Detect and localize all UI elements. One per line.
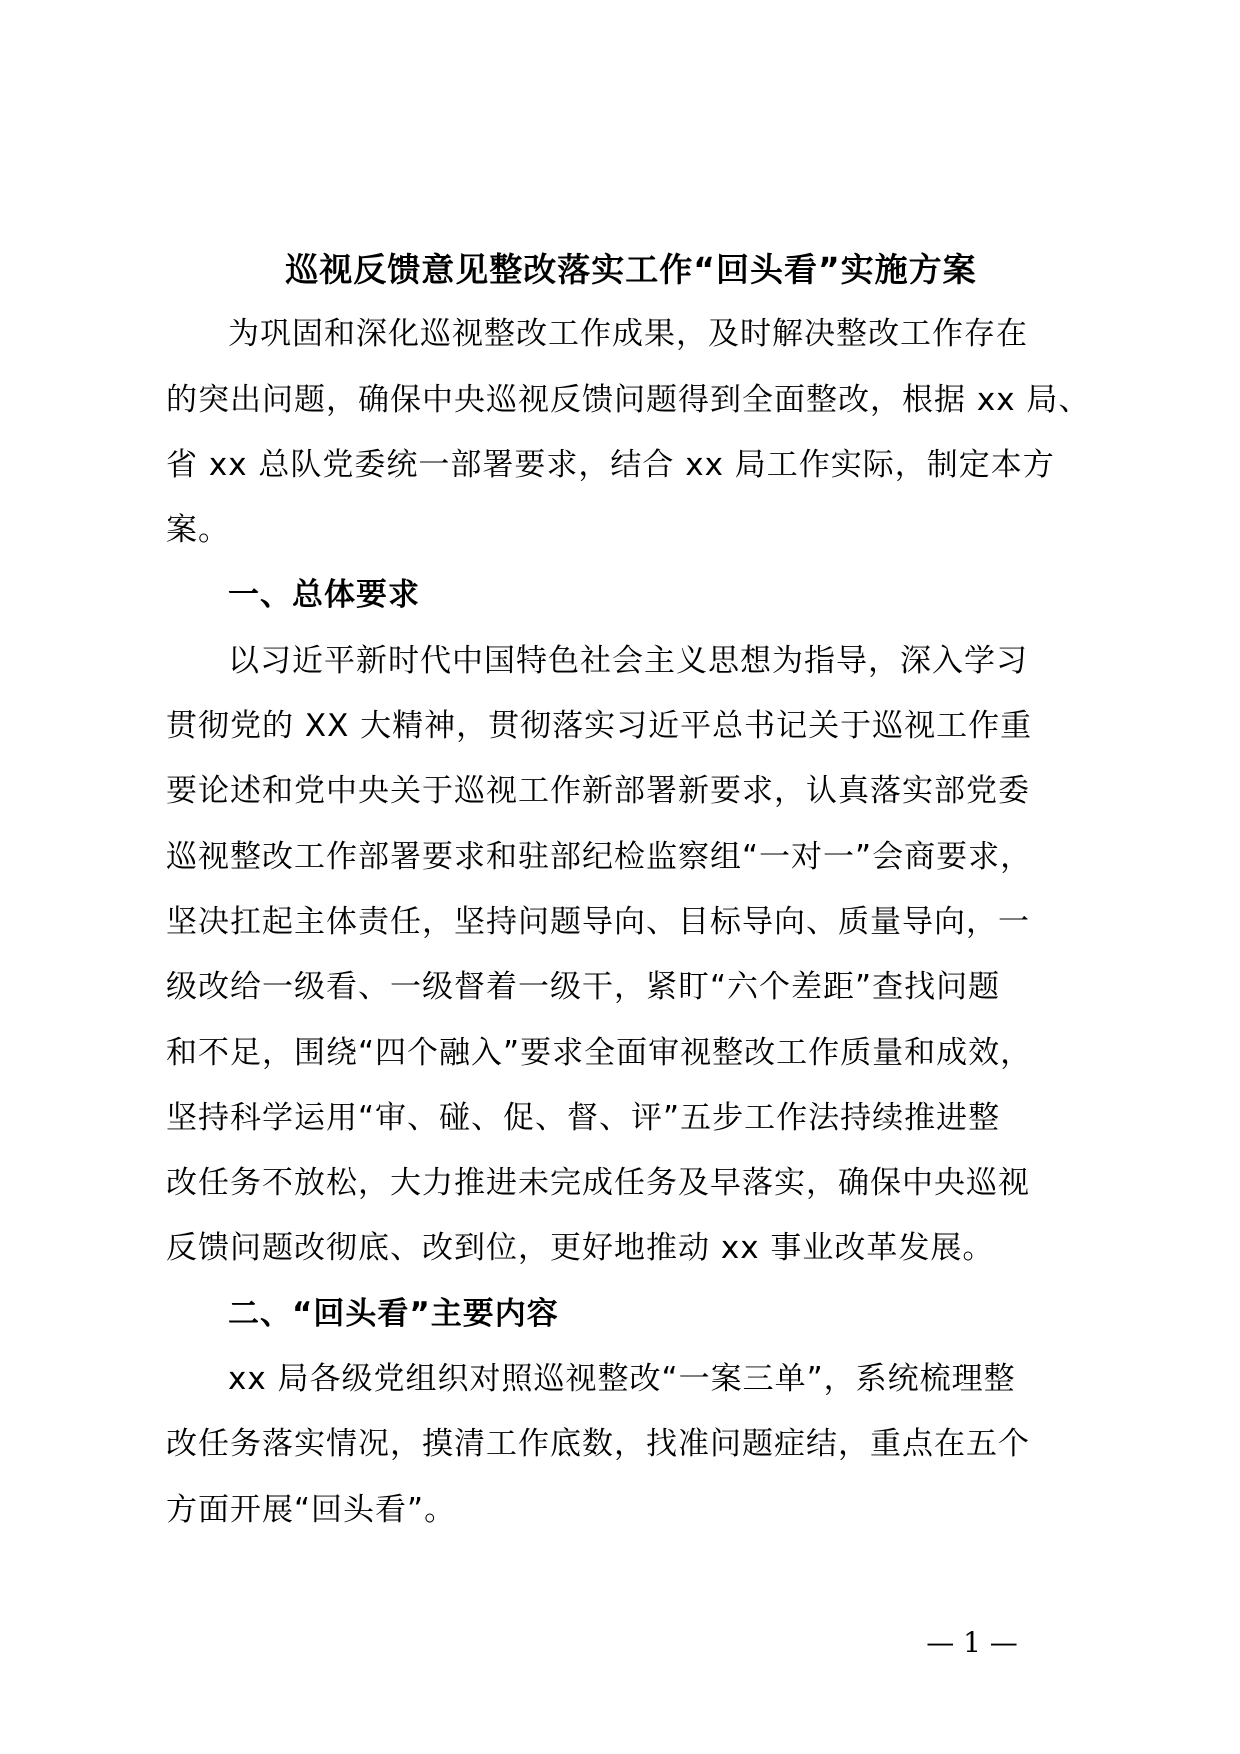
text-line: 要论述和党中央关于巡视工作新部署新要求，认真落实部党委 <box>166 773 1030 810</box>
section-1-paragraph <box>166 629 1106 1282</box>
text-line: 方面开展“回头看”。 <box>166 1491 457 1528</box>
section-2-paragraph <box>166 1347 1106 1543</box>
text-line: 级改给一级看、一级督着一级干，紧盯“六个差距”查找问题 <box>166 969 1001 1006</box>
text-line: 改任务落实情况，摸清工作底数，找准问题症结，重点在五个 <box>166 1426 1030 1463</box>
document-body <box>166 237 1106 1543</box>
document-title: 巡视反馈意见整改落实工作“回头看”实施方案 <box>285 250 977 289</box>
text-line: 坚持科学运用“审、碰、促、督、评”五步工作法持续推进整 <box>166 1099 1001 1136</box>
text-line: 省 xx 总队党委统一部署要求，结合 xx 局工作实际，制定本方 <box>166 446 1055 483</box>
text-line: 改任务不放松，大力推进未完成任务及早落实，确保中央巡视 <box>166 1165 1030 1202</box>
text-line: 贯彻党的 XX 大精神，贯彻落实习近平总书记关于巡视工作重 <box>166 708 1033 745</box>
text-line: 为巩固和深化巡视整改工作成果，及时解决整改工作存在 <box>228 316 1028 353</box>
text-line: 的突出问题，确保中央巡视反馈问题得到全面整改，根据 xx 局、 <box>166 381 1091 418</box>
text-line: 和不足，围绕“四个融入”要求全面审视整改工作质量和成效， <box>166 1034 1033 1071</box>
section-heading-1: 一、总体要求 <box>228 577 420 614</box>
text-line: 反馈问题改彻底、改到位，更好地推动 xx 事业改革发展。 <box>166 1230 995 1267</box>
text-line: 案。 <box>166 512 230 549</box>
intro-paragraph <box>166 302 1106 563</box>
text-line: 以习近平新时代中国特色社会主义思想为指导，深入学习 <box>228 642 1028 679</box>
text-line: 巡视整改工作部署要求和驻部纪检监察组“一对一”会商要求， <box>166 838 1033 875</box>
section-heading-2: 二、“回头看”主要内容 <box>228 1295 559 1332</box>
text-line: 坚决扛起主体责任，坚持问题导向、目标导向、质量导向，一 <box>166 903 1030 940</box>
page-number: — 1 — <box>926 1626 1018 1659</box>
text-line: xx 局各级党组织对照巡视整改“一案三单”，系统梳理整 <box>228 1361 1016 1398</box>
